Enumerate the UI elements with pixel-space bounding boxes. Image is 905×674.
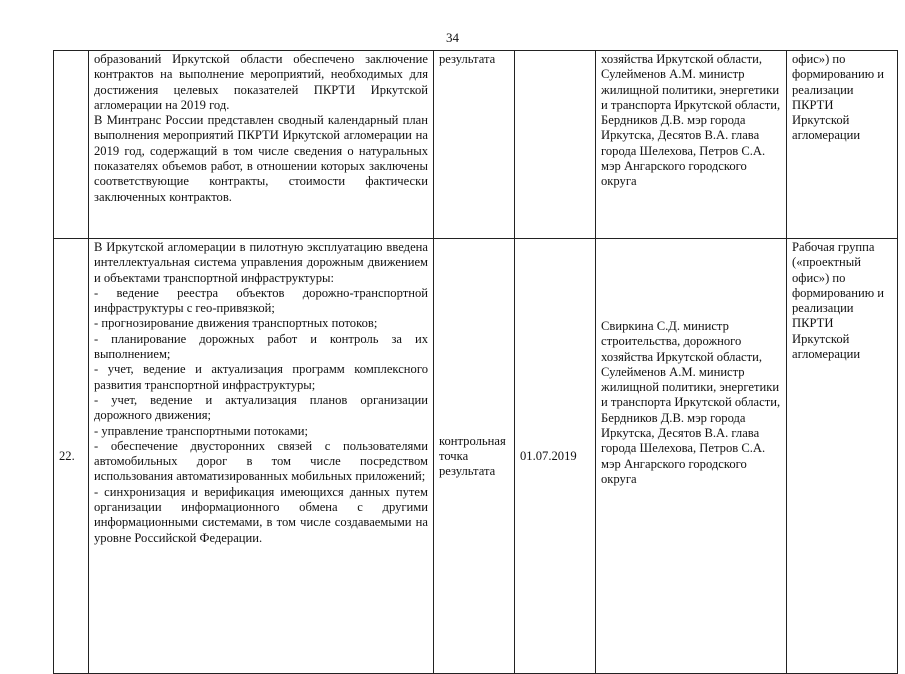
description-paragraph: - ведение реестра объектов дорожно-транспортной инфраструктуры с гео-привязкой; [94, 285, 428, 316]
description-paragraph: В Минтранс России представлен сводный календарный план выполнения мероприятий ПКРТИ Иркутской агломерации на 2019 год, содержащий в том числе сведения о натуральных показателях объемов работ, в отношении которых заключены соответствующие контракты, стоимости фактически заключенных контрактов. [94, 113, 428, 204]
description-paragraph: - обеспечение двусторонних связей с пользователями автомобильных дорог в том числе посредством использования автоматизированных мобильных приложений; [94, 438, 428, 484]
working-group: Рабочая группа («проектный офис») по формированию и реализации ПКРТИ Иркутской агломерации [787, 239, 898, 674]
description-paragraph: В Иркутской агломерации в пилотную эксплуатацию введена интеллектуальная система управления дорожным движением и объектами транспортной инфраструктуры: [94, 240, 428, 285]
description-paragraph: - учет, ведение и актуализация программ комплексного развития транспортной инфраструктуры; [94, 362, 428, 392]
responsible-persons: хозяйства Иркутской области, Сулейменов А.М. министр жилищной политики, энергетики и транспорта Иркутской области, Бердников Д.В. мэр города Иркутска, Десятов В.А. глава города Шелехова, Петров С.А. мэр Ангарского городского округа [596, 51, 787, 239]
description-paragraph: - управление транспортными потоками; [94, 423, 308, 438]
page-number: 34 [446, 30, 459, 45]
plan-table [53, 50, 898, 674]
responsible-persons: Свиркина С.Д. министр строительства, дорожного хозяйства Иркутской области, Сулейменов А.М. министр жилищной политики, энергетики и транспорта Иркутской области, Бердников Д.В. мэр города Иркутска, Десятов В.А. глава города Шелехова, Петров С.А. мэр Ангарского городского округа [596, 239, 787, 674]
due-date [515, 51, 596, 239]
event-description [89, 239, 434, 674]
checkpoint-type: результата [434, 51, 515, 239]
row-number [54, 51, 89, 239]
description-paragraph: - учет, ведение и актуализация планов организации дорожного движения; [94, 392, 428, 423]
row-number: 22. [54, 239, 89, 674]
event-description [89, 51, 434, 239]
description-paragraph: - синхронизация и верификация имеющихся данных путем организации информационного обмена с другими информационными системами, в том числе создаваемыми на уровне Российской Федерации. [94, 484, 428, 545]
table-row [54, 51, 898, 239]
table-row [54, 239, 898, 674]
description-paragraph: - прогнозирование движения транспортных потоков; [94, 316, 378, 331]
checkpoint-type: контрольная точка результата [434, 239, 515, 674]
working-group: офис») по формированию и реализации ПКРТИ Иркутской агломерации [787, 51, 898, 239]
due-date: 01.07.2019 [515, 239, 596, 674]
description-paragraph: - планирование дорожных работ и контроль за их выполнением; [94, 331, 428, 362]
description-paragraph: образований Иркутской области обеспечено заключение контрактов на выполнение мероприятий, необходимых для достижения целевых показателей ПКРТИ Иркутской агломерации на 2019 год. [94, 52, 428, 112]
